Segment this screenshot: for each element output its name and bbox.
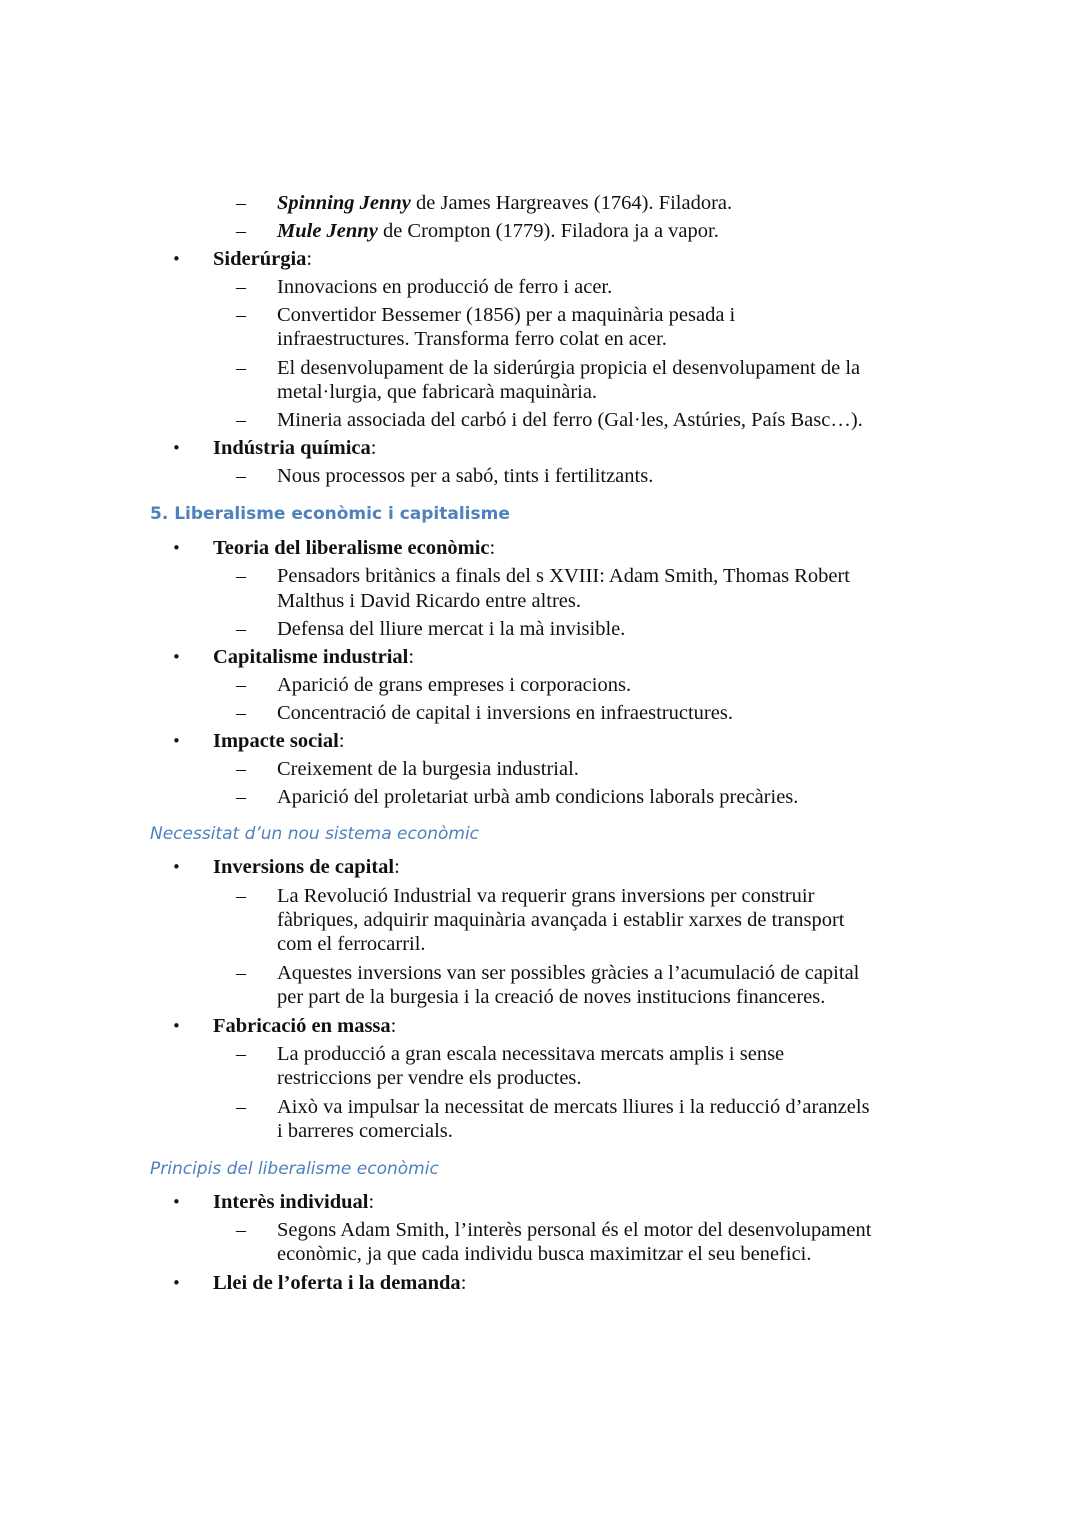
list-item bbox=[277, 219, 719, 243]
dash-marker: – bbox=[236, 192, 246, 214]
dash-marker: – bbox=[236, 304, 246, 326]
dash-marker: – bbox=[236, 1096, 246, 1118]
term-spinning-jenny: Spinning Jenny bbox=[277, 192, 411, 214]
topic-colon: : bbox=[460, 1272, 467, 1294]
list-item-text: de James Hargreaves (1764). Filadora. bbox=[410, 192, 733, 214]
subsection-heading: Principis del liberalisme econòmic bbox=[150, 1159, 439, 1179]
list-item: Convertidor Bessemer (1856) per a maquinària pesada i bbox=[277, 304, 736, 326]
bullet-marker: • bbox=[172, 250, 181, 268]
dash-marker: – bbox=[236, 465, 246, 487]
topic-teoria bbox=[213, 536, 495, 560]
dash-marker: – bbox=[236, 565, 246, 587]
topic-title: Siderúrgia bbox=[213, 248, 307, 270]
list-item-continuation: i barreres comercials. bbox=[277, 1120, 453, 1142]
list-item: Això va impulsar la necessitat de mercats lliures i la reducció d’aranzels bbox=[277, 1096, 870, 1118]
list-item: Segons Adam Smith, l’interès personal és el motor del desenvolupament bbox=[277, 1219, 872, 1241]
topic-colon: : bbox=[394, 856, 400, 878]
bullet-marker: • bbox=[172, 1274, 181, 1292]
list-item-continuation: metal·lurgia, que fabricarà maquinària. bbox=[277, 381, 598, 403]
topic-colon: : bbox=[390, 1015, 397, 1037]
topic-impacte bbox=[213, 729, 345, 753]
topic-title: Inversions de capital bbox=[213, 856, 395, 878]
topic-llei bbox=[213, 1271, 466, 1295]
dash-marker: – bbox=[236, 758, 246, 780]
topic-title: Llei de l’oferta i la demanda bbox=[213, 1272, 461, 1294]
topic-title: Indústria química bbox=[213, 437, 371, 459]
bullet-marker: • bbox=[172, 539, 181, 557]
list-item: Pensadors britànics a finals del s XVIII: Adam Smith, Thomas Robert bbox=[277, 565, 850, 587]
topic-capitalisme bbox=[213, 645, 414, 669]
dash-marker: – bbox=[236, 786, 246, 808]
topic-colon: : bbox=[370, 437, 377, 459]
dash-marker: – bbox=[236, 357, 246, 379]
topic-title: Fabricació en massa bbox=[213, 1015, 391, 1037]
term-mule-jenny: Mule Jenny bbox=[277, 220, 378, 242]
list-item-continuation: fàbriques, adquirir maquinària avançada i establir xarxes de transport bbox=[277, 909, 845, 931]
list-item: La producció a gran escala necessitava mercats amplis i sense bbox=[277, 1043, 785, 1065]
topic-fabricacio bbox=[213, 1014, 396, 1038]
subsection-heading: Necessitat d’un nou sistema econòmic bbox=[150, 824, 480, 844]
dash-marker: – bbox=[236, 409, 246, 431]
topic-colon: : bbox=[408, 646, 415, 668]
list-item: Innovacions en producció de ferro i acer. bbox=[277, 276, 613, 298]
list-item-continuation: infraestructures. Transforma ferro colat en acer. bbox=[277, 328, 667, 350]
dash-marker: – bbox=[236, 1219, 246, 1241]
list-item: El desenvolupament de la siderúrgia propicia el desenvolupament de la bbox=[277, 357, 861, 379]
bullet-marker: • bbox=[172, 732, 181, 750]
dash-marker: – bbox=[236, 220, 246, 242]
topic-title: Teoria del liberalisme econòmic bbox=[213, 537, 490, 559]
bullet-marker: • bbox=[172, 648, 181, 666]
bullet-marker: • bbox=[172, 858, 181, 876]
section-heading: 5. Liberalisme econòmic i capitalisme bbox=[150, 504, 510, 524]
bullet-marker: • bbox=[172, 1193, 181, 1211]
list-item: Nous processos per a sabó, tints i fertilitzants. bbox=[277, 465, 654, 487]
dash-marker: – bbox=[236, 885, 246, 907]
topic-title: Interès individual bbox=[213, 1191, 369, 1213]
list-item: Mineria associada del carbó i del ferro (Gal·les, Astúries, País Basc…). bbox=[277, 409, 863, 431]
list-item: Aparició del proletariat urbà amb condicions laborals precàries. bbox=[277, 786, 799, 808]
list-item-continuation: restriccions per vendre els productes. bbox=[277, 1067, 582, 1089]
topic-siderurgia bbox=[213, 247, 312, 271]
topic-colon: : bbox=[338, 730, 345, 752]
list-item: Aquestes inversions van ser possibles gràcies a l’acumulació de capital bbox=[277, 962, 860, 984]
topic-title: Impacte social bbox=[213, 730, 339, 752]
bullet-marker: • bbox=[172, 439, 181, 457]
topic-colon: : bbox=[489, 537, 496, 559]
topic-title: Capitalisme industrial bbox=[213, 646, 409, 668]
list-item: La Revolució Industrial va requerir grans inversions per construir bbox=[277, 885, 815, 907]
list-item-text: de Crompton (1779). Filadora ja a vapor. bbox=[377, 220, 719, 242]
topic-colon: : bbox=[368, 1191, 375, 1213]
dash-marker: – bbox=[236, 962, 246, 984]
dash-marker: – bbox=[236, 276, 246, 298]
list-item-continuation: per part de la burgesia i la creació de noves institucions financeres. bbox=[277, 986, 826, 1008]
list-item bbox=[277, 191, 732, 215]
dash-marker: – bbox=[236, 702, 246, 724]
dash-marker: – bbox=[236, 674, 246, 696]
list-item-continuation: com el ferrocarril. bbox=[277, 933, 426, 955]
list-item: Aparició de grans empreses i corporacions. bbox=[277, 674, 632, 696]
dash-marker: – bbox=[236, 618, 246, 640]
list-item: Defensa del lliure mercat i la mà invisible. bbox=[277, 618, 626, 640]
dash-marker: – bbox=[236, 1043, 246, 1065]
list-item: Concentració de capital i inversions en infraestructures. bbox=[277, 702, 733, 724]
list-item: Creixement de la burgesia industrial. bbox=[277, 758, 579, 780]
topic-inversions bbox=[213, 855, 400, 879]
topic-interes bbox=[213, 1190, 374, 1214]
list-item-continuation: Malthus i David Ricardo entre altres. bbox=[277, 590, 581, 612]
topic-quimica bbox=[213, 436, 376, 460]
list-item-continuation: econòmic, ja que cada individu busca maximitzar el seu benefici. bbox=[277, 1243, 812, 1265]
topic-colon: : bbox=[306, 248, 313, 270]
bullet-marker: • bbox=[172, 1017, 181, 1035]
